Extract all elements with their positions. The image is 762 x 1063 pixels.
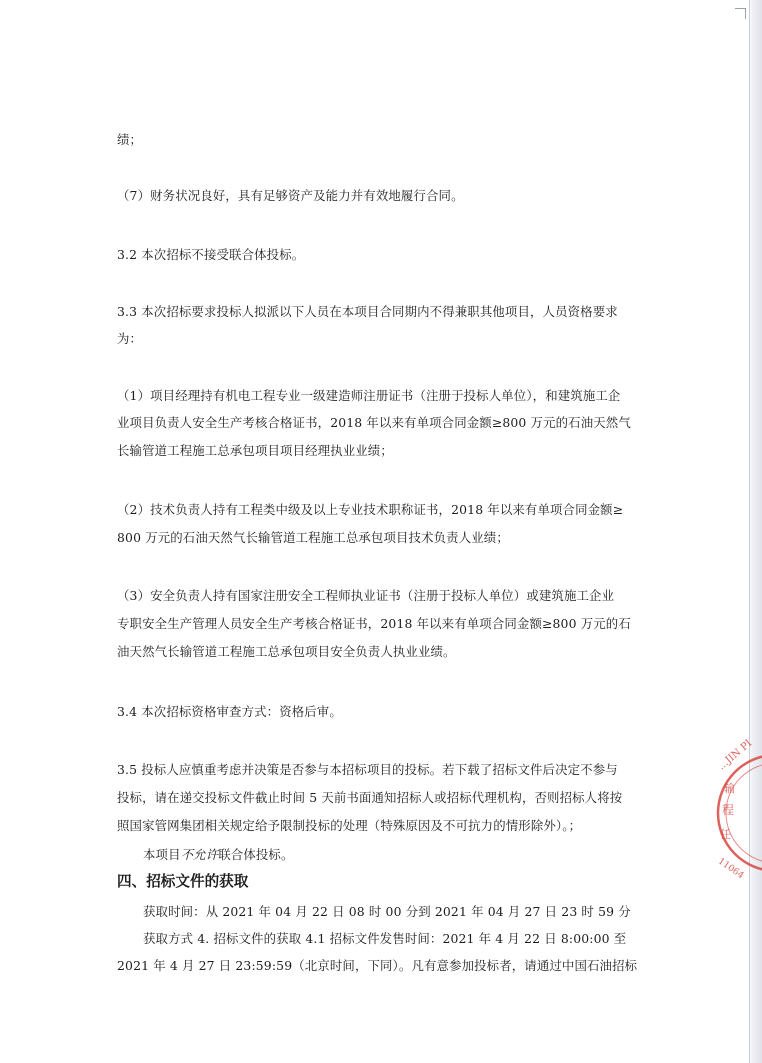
page-edge-line xyxy=(749,0,750,1063)
page-edge-shadow xyxy=(748,0,762,1063)
consortium-line xyxy=(143,848,294,862)
red-seal-stamp xyxy=(706,728,762,898)
text-line: 3.2 本次招标不接受联合体投标。 xyxy=(117,247,305,262)
acquire-method-continued: 2021 年 4 月 27 日 23:59:59（北京时间，下同）。凡有意参加投标者，请通过中国石油招标 xyxy=(117,958,638,973)
consortium-suffix: 联合体投标。 xyxy=(218,847,294,862)
seal-text-top: ...JIN PI xyxy=(716,737,755,773)
text-line: 投标，请在递交投标文件截止时间 5 天前书面通知招标人或招标代理机构，否则招标人将按 xyxy=(117,790,623,805)
text-line: （2）技术负责人持有工程类中级及以上专业技术职称证书，2018 年以来有单项合同金额≥ xyxy=(117,502,624,517)
text-line: 3.5 投标人应慎重考虑并决策是否参与本招标项目的投标。若下载了招标文件后决定不参与 xyxy=(117,762,618,777)
text-line: 3.3 本次招标要求投标人拟派以下人员在本项目合同期内不得兼职其他项目，人员资格要求 xyxy=(117,304,618,319)
text-line: 业项目负责人安全生产考核合格证书，2018 年以来有单项合同金额≥800 万元的石油天然气 xyxy=(117,415,631,430)
text-line: 为： xyxy=(117,331,143,346)
section-heading: 四、招标文件的获取 xyxy=(117,873,249,890)
text-line: （7）财务状况良好，具有足够资产及能力并有效地履行合同。 xyxy=(117,188,464,203)
consortium-prefix: 本项目 xyxy=(143,847,181,862)
text-line: 800 万元的石油天然气长输管道工程施工总承包项目技术负责人业绩； xyxy=(117,530,509,545)
text-line: 专职安全生产管理人员安全生产考核合格证书，2018 年以来有单项合同金额≥800 万元的石 xyxy=(117,616,631,631)
acquire-time-line: 获取时间：从 2021 年 04 月 22 日 08 时 00 分到 2021 年 04 月 27 日 23 时 59 分 xyxy=(143,904,631,919)
text-line: 油天然气长输管道工程施工总承包项目安全负责人执业业绩。 xyxy=(117,644,456,659)
seal-text-mid1: 输 xyxy=(724,782,735,795)
text-line: 照国家管网集团相关规定给予限制投标的处理（特殊原因及不可抗力的情形除外）。； xyxy=(117,818,582,833)
text-line: （1）项目经理持有机电工程专业一级建造师注册证书（注册于投标人单位），和建筑施工企 xyxy=(117,388,621,403)
text-line: 长输管道工程施工总承包项目项目经理执业业绩； xyxy=(117,443,393,458)
consortium-emphasis: 不允许 xyxy=(180,847,219,862)
text-line: （3）安全负责人持有国家注册安全工程师执业证书（注册于投标人单位）或建筑施工企业 xyxy=(117,588,615,603)
acquire-method-line: 获取方式 4. 招标文件的获取 4.1 招标文件发售时间：2021 年 4 月 22 日 8:00:00 至 xyxy=(143,931,627,946)
seal-text-bottom: 11064 xyxy=(716,856,746,882)
seal-text-mid3: 任 xyxy=(720,828,731,841)
text-line: 绩； xyxy=(117,132,143,147)
seal-text-mid2: 程 xyxy=(722,803,735,817)
text-line: 3.4 本次招标资格审查方式：资格后审。 xyxy=(117,704,342,719)
corner-crop-mark xyxy=(735,8,746,19)
